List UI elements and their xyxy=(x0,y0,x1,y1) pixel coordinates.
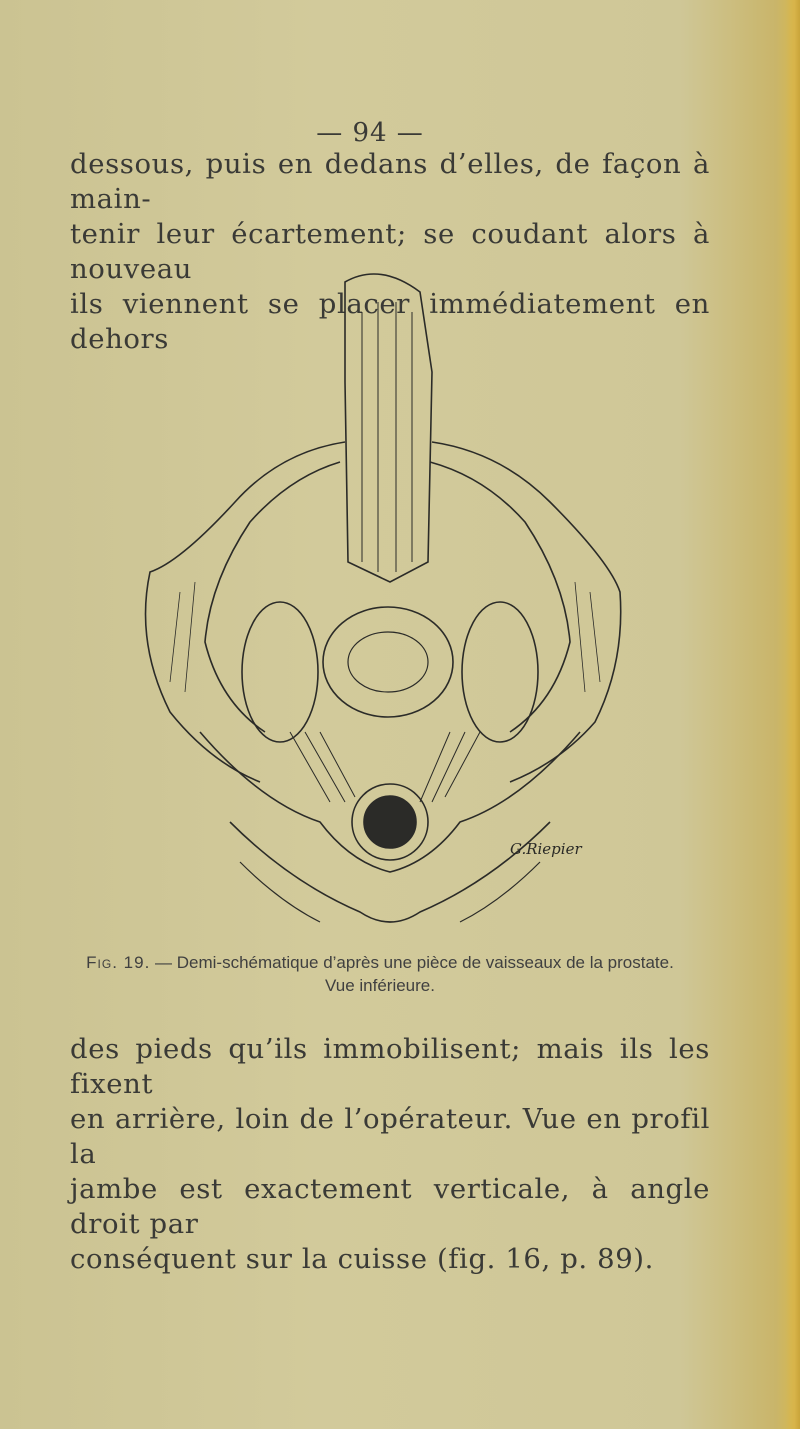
figure-caption xyxy=(70,953,690,973)
anatomical-figure xyxy=(140,262,630,952)
right-lobe xyxy=(462,602,538,742)
figure-drawing xyxy=(140,262,630,952)
figure-label: Fig. 19. xyxy=(86,953,151,972)
page-edge xyxy=(786,0,800,1429)
caption-text: — Demi-schématique d’après une pièce de vaisseaux de la prostate. xyxy=(150,953,674,972)
prostate-inner xyxy=(348,632,428,692)
text-line: dessous, puis en dedans d’elles, de façon à main- xyxy=(70,148,710,215)
lower-vessels xyxy=(240,862,540,922)
text-line: en arrière, loin de l’opérateur. Vue en profil la xyxy=(70,1103,710,1170)
page-number: — 94 — xyxy=(316,118,424,148)
text-line: conséquent sur la cuisse (fig. 16, p. 89). xyxy=(70,1243,654,1275)
text-line: ils viennent se placer immédiatement en dehors xyxy=(70,288,710,355)
shaft-vessels xyxy=(362,302,412,572)
figure-caption-subtitle: Vue inférieure. xyxy=(325,976,435,995)
left-wing-inner xyxy=(205,462,340,732)
side-hatching xyxy=(170,582,600,692)
vessel-hatching xyxy=(290,732,480,802)
prostate-mass xyxy=(323,607,453,717)
paragraph-bottom xyxy=(70,1032,710,1277)
text-line: des pieds qu’ils immobilisent; mais ils les fixent xyxy=(70,1033,710,1100)
rectum-section xyxy=(364,796,416,848)
shaft-outline xyxy=(345,274,432,582)
left-wing-outline xyxy=(146,442,346,782)
text-line: jambe est exactement verticale, à angle droit par xyxy=(70,1173,710,1240)
text-line: tenir leur écartement; se coudant alors à nouveau xyxy=(70,218,710,285)
right-wing-inner xyxy=(430,462,570,732)
artist-signature: G.Riepier xyxy=(510,840,582,858)
left-lobe xyxy=(242,602,318,742)
